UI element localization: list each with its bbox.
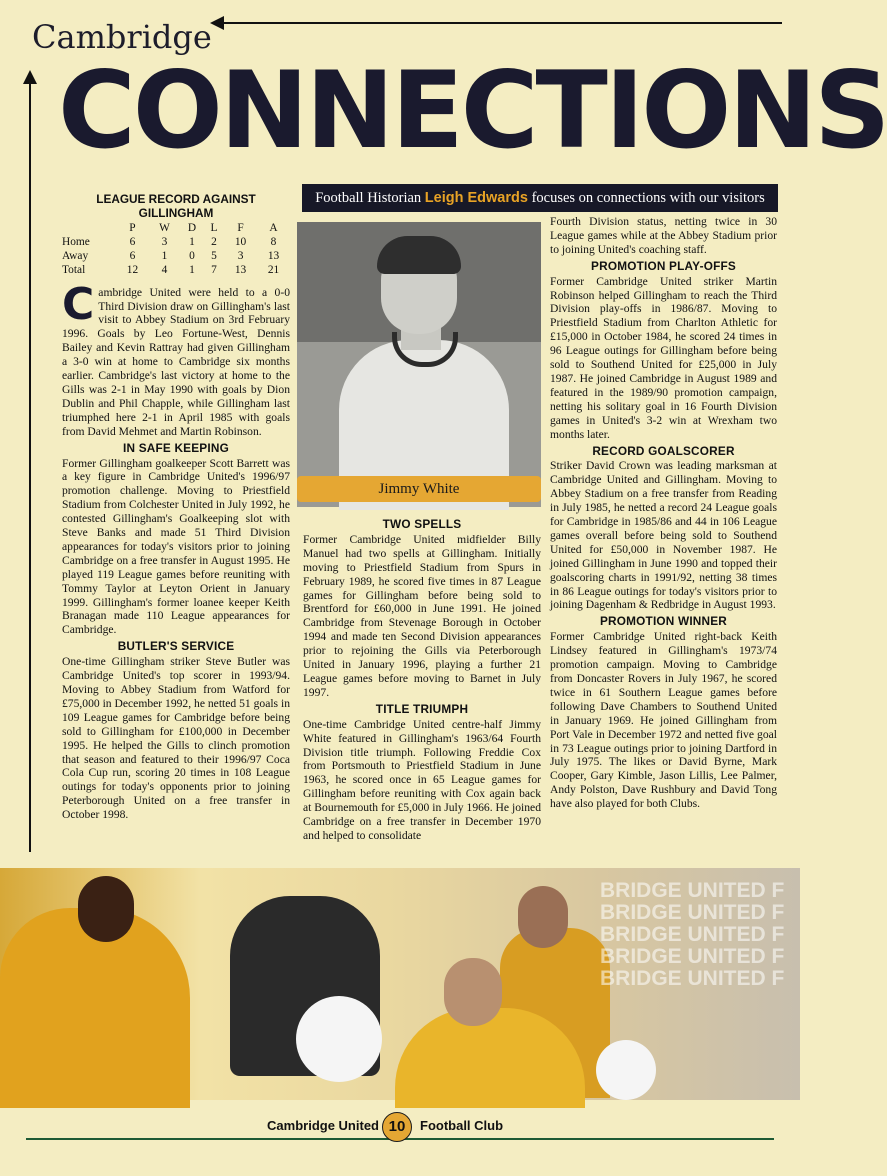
- intro-paragraph: [62, 278, 290, 439]
- page-number: 10: [382, 1112, 412, 1142]
- player-photo: [297, 222, 541, 507]
- table-cell: 0: [189, 249, 195, 262]
- header-cell: [62, 222, 116, 236]
- table-row: [62, 264, 290, 278]
- table-cell: 1: [189, 235, 195, 248]
- section-text-play-offs: Former Cambridge United striker Martin Robinson helped Gillingham to reach the Third Division play-offs in 1986/87. Moving to Priestfield Stadium from Charlton Athletic for £15,000 in October 1984, he scored 24 times in 96 League outings for Gillingham before being sold to Southend United for £25,000 in July 1987. He joined Cambridge in August 1989 and featured in the 1989/90 promotion campaign, netting his solitary goal in 16 Fourth Division games in United's 3-2 win at Wrexham two months later.: [550, 274, 777, 441]
- football-icon: [296, 996, 382, 1082]
- header-cell: D: [187, 222, 197, 234]
- table-cell: 13: [267, 249, 280, 262]
- footer-club-suffix: Football Club: [420, 1118, 504, 1133]
- section-text-promotion-winner: Former Cambridge United right-back Keith Lindsey featured in Gillingham's 1973/74 promotion campaign. Moving to Cambridge from Doncaster Rovers in July 1967, he scored twice in 61 Southern League games before following Dave Chambers to Southend United in January 1969. He joined Gillingham from Port Vale in December 1972 and netted five goal in 73 League outings prior to joining Dartford in July 1975. The likes or David Byrne, Mark Cooper, Gary Kimble, Jason Lillis, Lee Palmer, Andy Polston, Dave Rushbury and David Tong have also played for both Clubs.: [550, 630, 777, 811]
- header-cell: A: [269, 222, 278, 234]
- page-title: CONNECTIONS: [58, 49, 887, 172]
- player-head-1: [78, 876, 134, 942]
- watermark-line: BRIDGE UNITED F: [600, 967, 785, 990]
- section-heading-safe-keeping: IN SAFE KEEPING: [123, 440, 229, 455]
- column-middle: [303, 515, 541, 843]
- banner-suffix: focuses on connections with our visitors: [527, 190, 765, 206]
- byline-banner: [302, 184, 778, 212]
- player-hair: [377, 236, 461, 274]
- section-text-record-goalscorer: Striker David Crown was leading marksman at Cambridge United and Gillingham. Moving to Abbey Stadium on a free transfer from Reading in July 1985, he netted a record 24 League goals for Cambridge in 1985/86 and 44 in 106 League games overall before being sold to Southend United for £50,000 in November 1987. He joined Gillingham in June 1990 and topped their goalscoring charts in 1991/92, netting 38 times in 86 League outings for today's visitors prior to joining Dagenham & Redbridge in August 1993.: [550, 459, 777, 612]
- table-cell: 3: [237, 249, 244, 262]
- row-label: Home: [62, 235, 90, 248]
- league-record-title: LEAGUE RECORD AGAINST GILLINGHAM: [96, 192, 256, 220]
- section-heading-butlers-service: BUTLER'S SERVICE: [117, 639, 235, 654]
- column-left: [62, 192, 290, 822]
- table-cell: 1: [161, 249, 168, 262]
- intro-text: ambridge United were held to a 0-0 Third Division draw on Gillingham's last visit to Abbey Stadium on 3rd February 1996. Goals by Leo Fortune-West, Dennis Bailey and Kevin Rattray had given Gillingham a 3-0 win at home to Cambridge six months earlier. Cambridge's last victory at home to the Gills was 2-1 in May 1990 with goals by Dion Dublin and Phil Chapple, while Gillingham last triumphed here 2-1 in April 1985 with goals from David Mehmet and Martin Robinson.: [62, 285, 290, 438]
- table-cell: 12: [126, 263, 139, 276]
- section-heading-record-goalscorer: RECORD GOALSCORER: [592, 443, 735, 458]
- footer-club-name: Cambridge United: [267, 1118, 379, 1133]
- section-text-safe-keeping: Former Gillingham goalkeeper Scott Barrett was a key figure in Cambridge United's 1996/97 promotion challenge. Moving to Priestfield Stadium from Colchester United in July 1992, he contested Gillingham's Goalkeeping slot with Steve Banks and made 51 Third Division appearances for today's visitors prior to joining Cambridge on a free transfer in August 1995. He played 119 League games before reuniting with Tommy Taylor at Leyton Orient in January 1999. Gillingham's former loanee keeper Keith Branagan made 110 League appearances for Cambridge.: [62, 456, 290, 637]
- watermark-line: BRIDGE UNITED F: [600, 901, 785, 924]
- table-cell: 1: [189, 263, 195, 276]
- banner-prefix: Football Historian: [315, 190, 425, 206]
- table-cell: 4: [161, 263, 168, 276]
- table-cell: 13: [234, 263, 247, 276]
- table-cell: 6: [129, 249, 136, 262]
- football-icon: [596, 1040, 656, 1100]
- table-cell: 10: [234, 235, 247, 248]
- header-kicker: Cambridge: [32, 18, 212, 56]
- section-heading-promotion-winner: PROMOTION WINNER: [599, 614, 728, 629]
- table-cell: 6: [129, 235, 136, 248]
- watermark-text: [600, 880, 800, 990]
- player-head-3: [444, 958, 502, 1026]
- drop-cap: C: [62, 278, 95, 330]
- league-record-header-row: [62, 222, 290, 236]
- table-cell: 21: [267, 263, 280, 276]
- watermark-line: BRIDGE UNITED F: [600, 879, 785, 902]
- top-arrow-line: [222, 22, 782, 24]
- column-right: [550, 215, 777, 811]
- section-text-butlers-service: One-time Gillingham striker Steve Butler was Cambridge United's top scorer in 1993/94. Moving to Abbey Stadium from Watford for £75,000 in December 1992, he netted 51 goals in 109 League games for Cambridge before being sold to Gillingham for £100,000 in December 1995. He helped the Gills to clinch promotion that season and featured to their 1996/97 Coca Cola Cup run, scoring 20 times in 108 League outings for today's opponents prior to joining Peterborough United on a free transfer in October 1998.: [62, 655, 290, 822]
- table-row: [62, 250, 290, 264]
- header-cell: F: [237, 222, 244, 234]
- section-text-two-spells: Former Cambridge United midfielder Billy Manuel had two spells at Gillingham. Initially moving to Priestfield Stadium from Spurs in February 1989, he scored five times in 87 League games for Gillingham before being sold to Brentford for £60,000 in June 1991. He joined Cambridge from Stevenage Borough in October 1994 and made ten Second Division appearances prior to rejoining the Gills via Peterborough United in January 1996, playing a further 21 League games before moving to Barnet in July 1997.: [303, 532, 541, 699]
- table-cell: 7: [211, 263, 217, 276]
- player-head-4: [518, 886, 568, 948]
- watermark-line: BRIDGE UNITED F: [600, 945, 785, 968]
- table-row: [62, 236, 290, 250]
- banner-author: Leigh Edwards: [424, 190, 528, 206]
- league-record-table: [62, 222, 290, 278]
- section-text-continued: Fourth Division status, netting twice in 30 League games while at the Abbey Stadium prior to joining United's coaching staff.: [550, 215, 777, 256]
- section-heading-title-triumph: TITLE TRIUMPH: [375, 701, 469, 716]
- header-cell: L: [210, 222, 218, 234]
- section-heading-play-offs: PROMOTION PLAY-OFFS: [591, 258, 736, 273]
- player-photo-strip: [0, 868, 800, 1100]
- watermark-line: BRIDGE UNITED F: [600, 923, 785, 946]
- section-text-title-triumph: One-time Cambridge United centre-half Jimmy White featured in Gillingham's 1963/64 Fourth Division title triumph. Following Freddie Cox from Portsmouth to Priestfield Stadium in June 1963, he scored once in 65 League games for Gillingham before reuniting with Cox again back at Bournemouth for £5,000 in July 1966. He joined Cambridge on a free transfer in December 1970 and helped to consolidate: [303, 717, 541, 842]
- header-cell: P: [129, 222, 136, 234]
- row-label: Total: [62, 263, 86, 276]
- left-arrow-line: [29, 82, 31, 852]
- table-cell: 5: [211, 249, 217, 262]
- row-label: Away: [62, 249, 89, 262]
- section-heading-two-spells: TWO SPELLS: [382, 517, 462, 531]
- photo-caption: Jimmy White: [297, 476, 541, 502]
- page-footer: [0, 1110, 800, 1150]
- table-cell: 2: [211, 235, 217, 248]
- table-cell: 3: [161, 235, 168, 248]
- table-cell: 8: [270, 235, 277, 248]
- header-cell: W: [159, 222, 170, 234]
